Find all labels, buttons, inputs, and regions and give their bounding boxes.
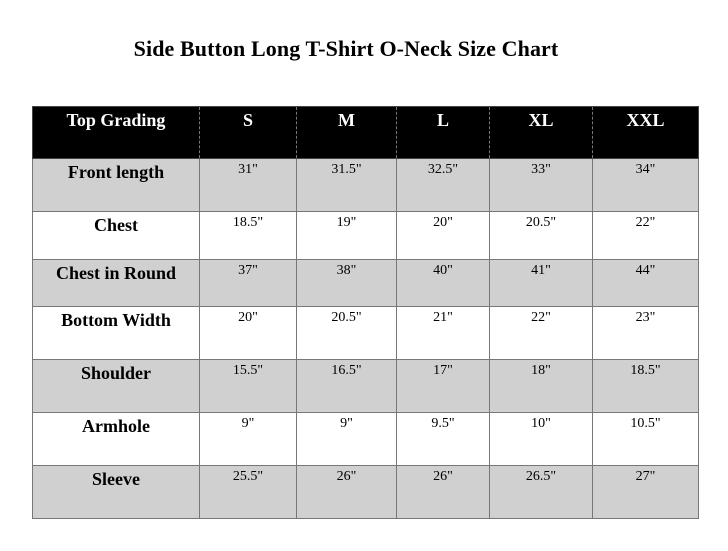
table-cell: 18.5" (200, 212, 297, 260)
table-cell: 22" (490, 307, 593, 360)
table-cell: 40" (397, 260, 490, 307)
table-cell: 20.5" (297, 307, 397, 360)
table-cell: 33" (490, 159, 593, 212)
row-label: Front length (33, 159, 200, 212)
table-cell: 32.5" (397, 159, 490, 212)
table-row (33, 260, 699, 307)
table-cell: 9" (297, 413, 397, 466)
header-size-s: S (200, 107, 297, 159)
page-title: Side Button Long T-Shirt O-Neck Size Chart (133, 36, 559, 61)
row-label: Bottom Width (33, 307, 200, 360)
table-cell: 9.5" (397, 413, 490, 466)
table-cell: 25.5" (200, 466, 297, 519)
table-cell: 38" (297, 260, 397, 307)
row-label: Chest in Round (33, 260, 200, 307)
table-cell: 9" (200, 413, 297, 466)
row-label: Sleeve (33, 466, 200, 519)
table-row (33, 212, 699, 260)
table-cell: 22" (593, 212, 699, 260)
header-size-l: L (397, 107, 490, 159)
table-cell: 18.5" (593, 360, 699, 413)
header-size-xl: XL (490, 107, 593, 159)
table-cell: 10" (490, 413, 593, 466)
table-cell: 34" (593, 159, 699, 212)
table-row (33, 413, 699, 466)
table-cell: 26" (397, 466, 490, 519)
header-size-m: M (297, 107, 397, 159)
table-row (33, 307, 699, 360)
table-row (33, 466, 699, 519)
table-cell: 20.5" (490, 212, 593, 260)
table-cell: 21" (397, 307, 490, 360)
row-label: Shoulder (33, 360, 200, 413)
table-cell: 15.5" (200, 360, 297, 413)
size-chart-table (32, 106, 699, 519)
table-cell: 23" (593, 307, 699, 360)
table-cell: 37" (200, 260, 297, 307)
table-cell: 44" (593, 260, 699, 307)
table-cell: 10.5" (593, 413, 699, 466)
header-size-xxl: XXL (593, 107, 699, 159)
table-cell: 16.5" (297, 360, 397, 413)
table-row (33, 360, 699, 413)
table-cell: 27" (593, 466, 699, 519)
table-header-row (33, 107, 699, 159)
table-cell: 18" (490, 360, 593, 413)
table-cell: 31" (200, 159, 297, 212)
row-label: Armhole (33, 413, 200, 466)
table-cell: 20" (200, 307, 297, 360)
table-cell: 17" (397, 360, 490, 413)
table-cell: 26" (297, 466, 397, 519)
table-cell: 20" (397, 212, 490, 260)
table-cell: 26.5" (490, 466, 593, 519)
header-top-grading: Top Grading (33, 107, 200, 159)
table-cell: 31.5" (297, 159, 397, 212)
table-row (33, 159, 699, 212)
table-cell: 41" (490, 260, 593, 307)
table-cell: 19" (297, 212, 397, 260)
row-label: Chest (33, 212, 200, 260)
